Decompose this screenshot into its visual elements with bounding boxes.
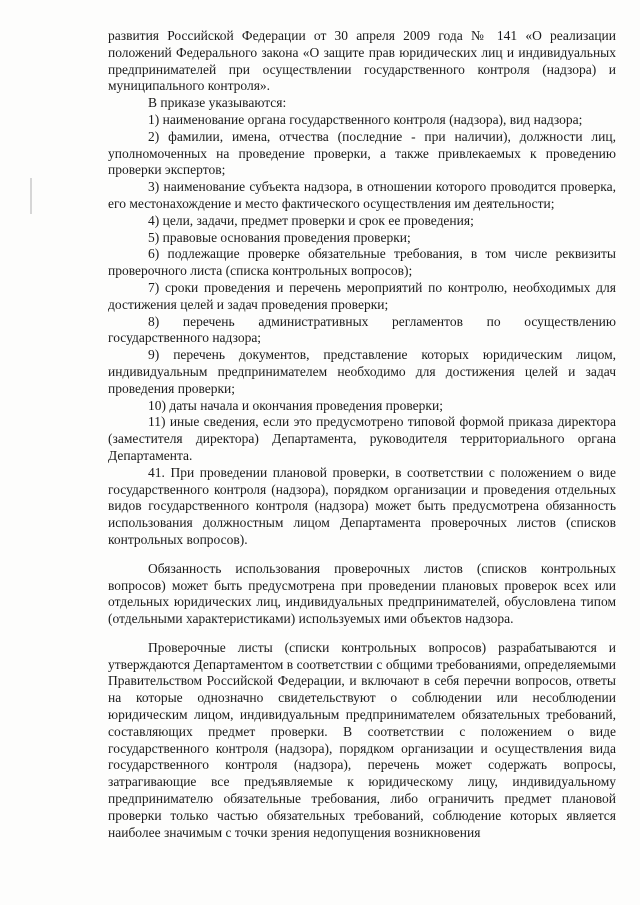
list-item-8: 8) перечень административных регламентов по осуществлению государственного надзора; [108,313,616,346]
paragraph-continuation: развития Российской Федерации от 30 апреля 2009 года № 141 «О реализации положений Федерального закона «О защите прав юридических лиц и индивидуальных предпринимателей при осуществлении государственного контроля (надзора) и муниципального контроля». [108,28,616,94]
list-item-5: 5) правовые основания проведения проверки; [148,229,411,245]
paragraph-checklists: Проверочные листы (списки контрольных вопросов) разрабатываются и утверждаются Департаментом в соответствии с общими требованиями, определяемыми Правительством Российской Федерации, и включают в себя перечни вопросов, ответы на которые однозначно свидетельствуют о соблюдении или несоблюдении юридическим лицом, индивидуальным предпринимателем обязательных требований, составляющих предмет проверки. В соответствии с положением о виде государственного контроля (надзора), порядком организации и осуществления вида государственного контроля (надзора), перечень может содержать вопросы, затрагивающие все предъявляемые к юридическому лицу, индивидуальному предпринимателю обязательные требования, либо ограничить предмет плановой проверки только частью обязательных требований, соблюдение которых является наиболее значимым с точки зрения недопущения возникновения [108,639,616,840]
list-item-9: 9) перечень документов, представление которых юридическим лицом, индивидуальным предпринимателем необходимо для достижения целей и задач проведения проверки; [108,347,616,396]
list-item-4: 4) цели, задачи, предмет проверки и срок ее проведения; [148,212,474,228]
paragraph-obligation: Обязанность использования проверочных листов (списков контрольных вопросов) может быть предусмотрена при проведении плановых проверок всех или отдельных юридических лиц, индивидуальных предпринимателей, обусловлена типом (отдельными характеристиками) используемых ими объектов надзора. [108,560,616,627]
list-item-10: 10) даты начала и окончания проведения проверки; [148,397,443,413]
list-item-3: 3) наименование субъекта надзора, в отношении которого проводится проверка, его местонахождение и место фактического осуществления им деятельности; [108,179,616,211]
scan-margin-mark [30,178,32,214]
list-item-2: 2) фамилии, имена, отчества (последние - при наличии), должности лиц, уполномоченных на проведение проверки, а также привлекаемых к проведению проверки экспертов; [108,128,616,178]
document-body [108,28,616,841]
paragraph-clause-41: 41. При проведении плановой проверки, в соответствии с положением о виде государственного контроля (надзора), порядком организации и проведения отдельных видов государственного контроля (надзора) может быть предусмотрена обязанность использования должностным лицом Департамента проверочных листов (списков контрольных вопросов). [108,464,616,547]
paragraph-order-intro: В приказе указываются: [148,95,287,111]
list-item-6: 6) подлежащие проверке обязательные требования, в том числе реквизиты проверочного листа (списка контрольных вопросов); [108,246,616,279]
list-item-1: 1) наименование органа государственного контроля (надзора), вид надзора; [148,111,583,127]
list-item-11: 11) иные сведения, если это предусмотрено типовой формой приказа директора (заместителя директора) Департамента, руководителя территориального органа Департамента. [108,414,616,463]
list-item-7: 7) сроки проведения и перечень мероприятий по контролю, необходимых для достижения целей и задач проведения проверки; [108,279,616,312]
